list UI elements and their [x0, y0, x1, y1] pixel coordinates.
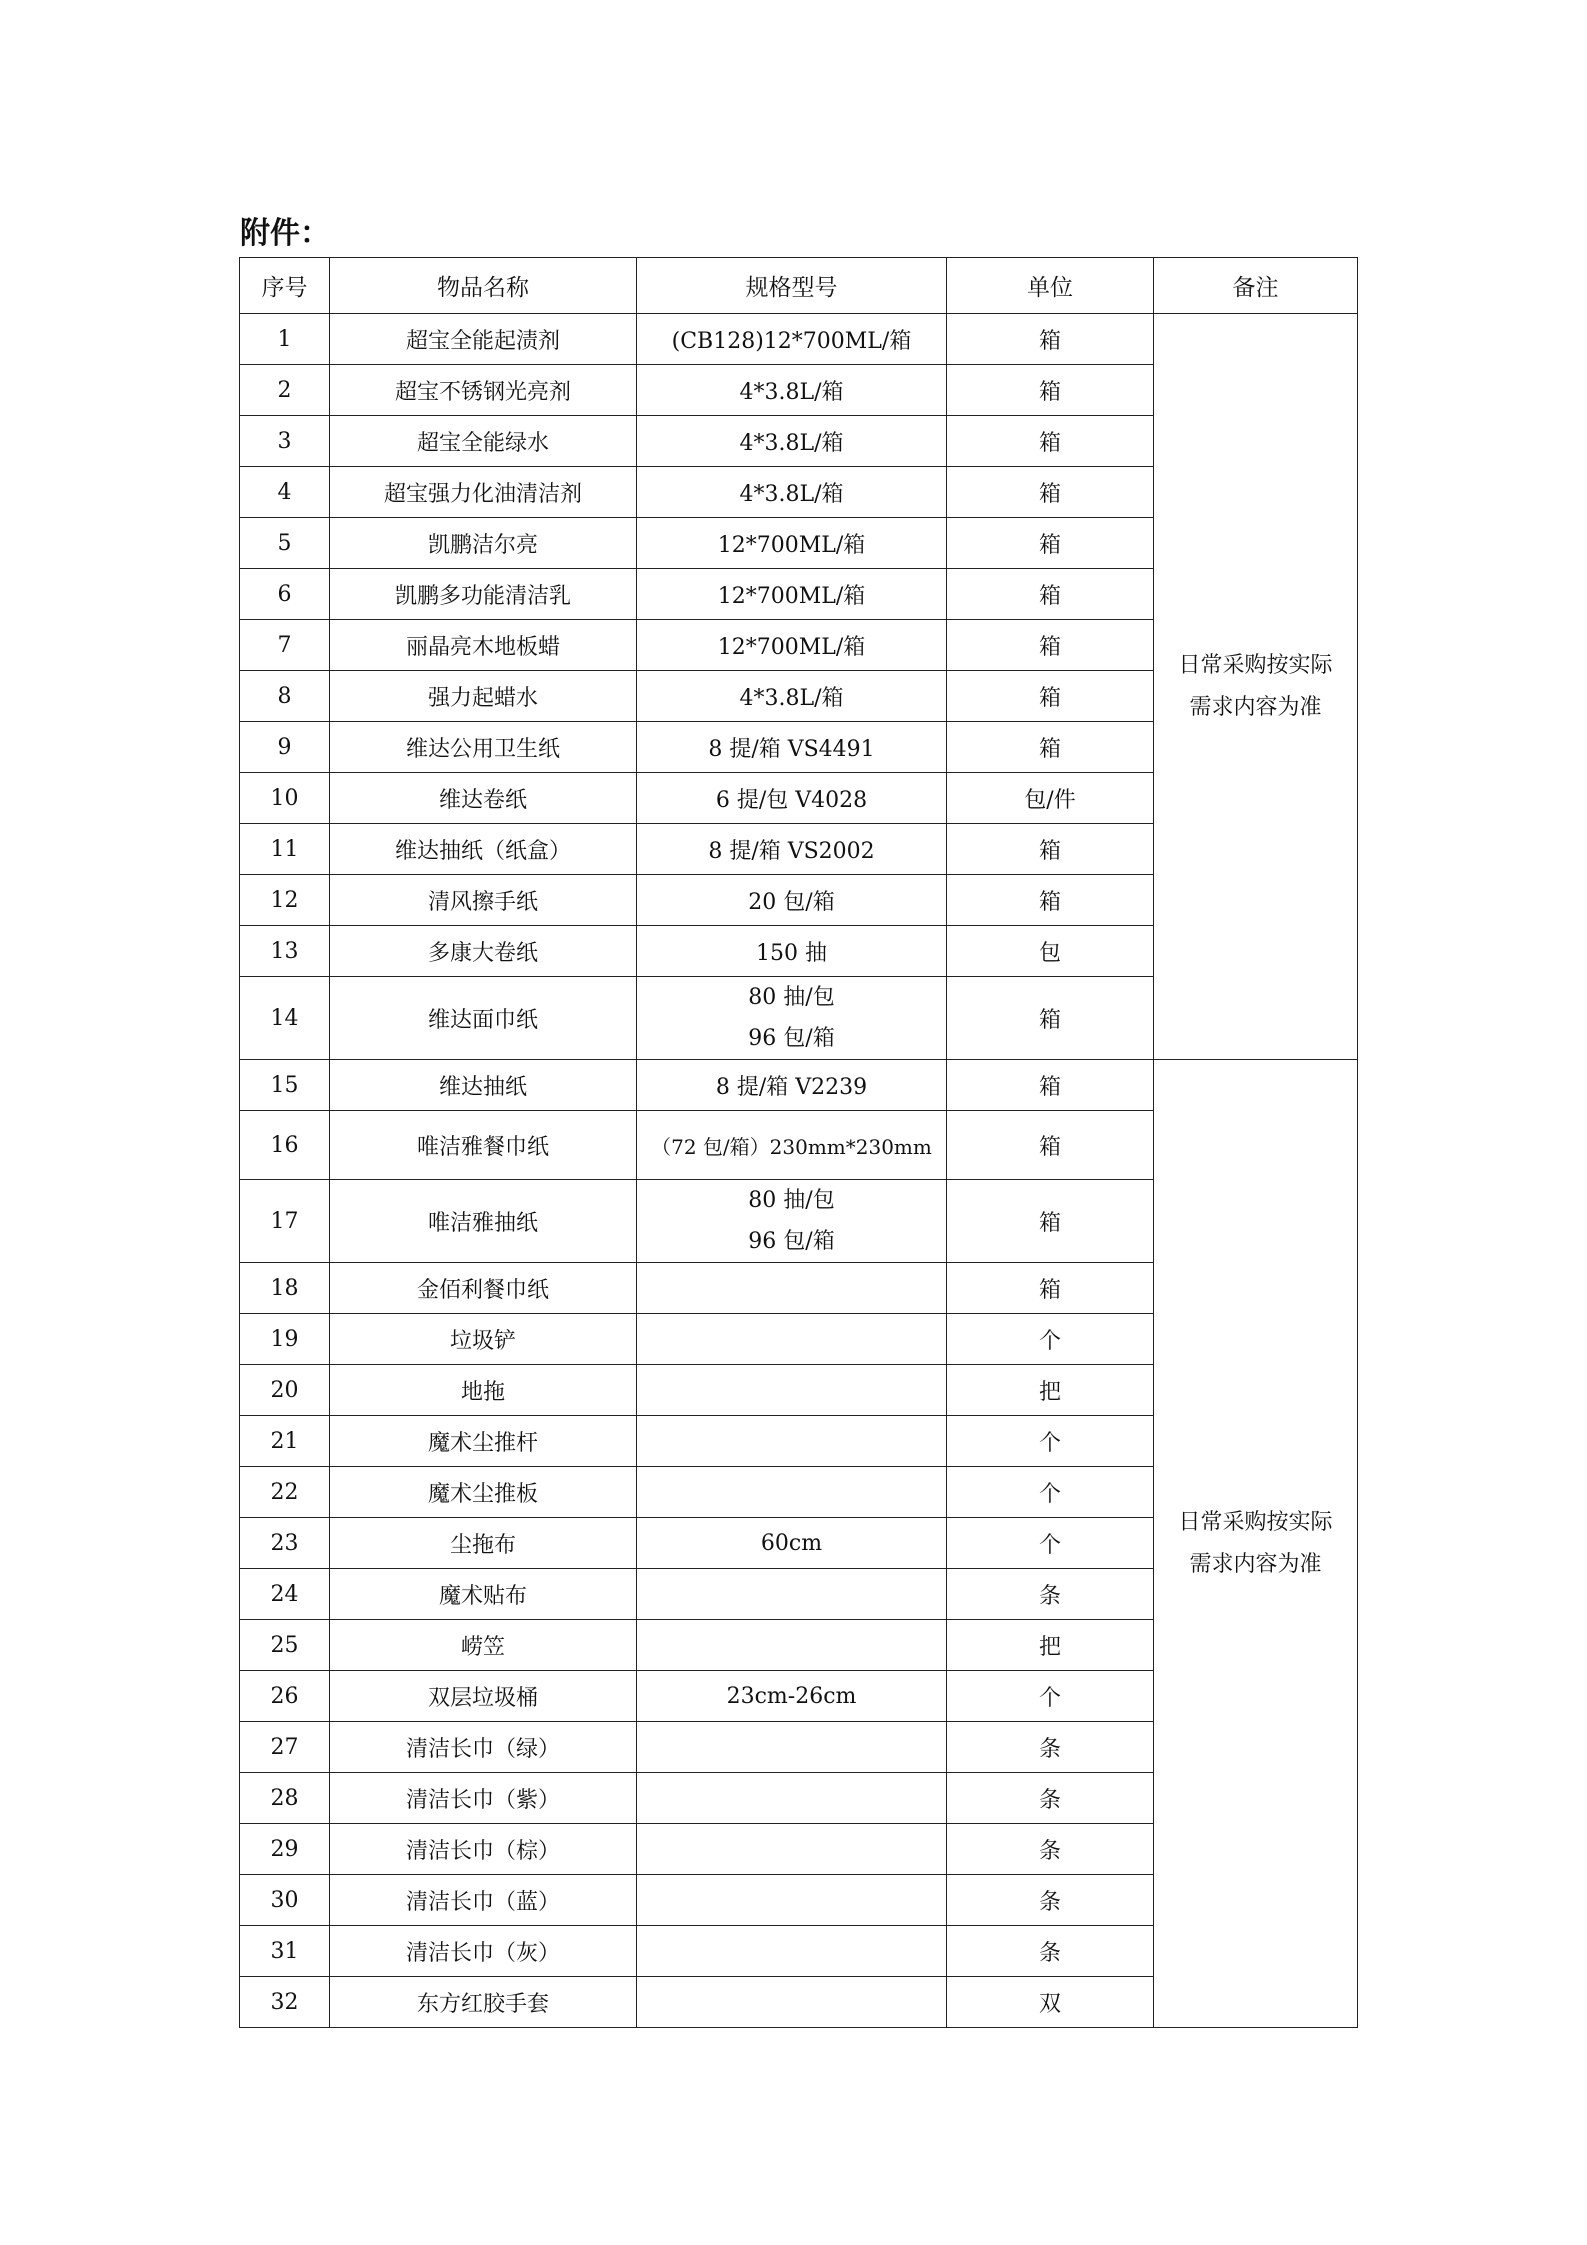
row-no: 1: [240, 314, 330, 365]
row-name: 维达卷纸: [330, 773, 637, 824]
row-name: 唯洁雅餐巾纸: [330, 1111, 637, 1180]
row-spec: [637, 977, 947, 1060]
row-name: 地拖: [330, 1365, 637, 1416]
header-unit: 单位: [947, 258, 1154, 314]
row-spec: 4*3.8L/箱: [637, 467, 947, 518]
row-unit: 箱: [947, 875, 1154, 926]
row-unit: 条: [947, 1926, 1154, 1977]
row-unit: 箱: [947, 671, 1154, 722]
row-name: 尘拖布: [330, 1518, 637, 1569]
row-unit: 箱: [947, 722, 1154, 773]
row-unit: 箱: [947, 824, 1154, 875]
row-no: 19: [240, 1314, 330, 1365]
row-spec: [637, 1365, 947, 1416]
row-no: 18: [240, 1263, 330, 1314]
row-unit: 箱: [947, 518, 1154, 569]
row-spec: [637, 1180, 947, 1263]
row-name: 维达公用卫生纸: [330, 722, 637, 773]
row-name: 丽晶亮木地板蜡: [330, 620, 637, 671]
row-name: 垃圾铲: [330, 1314, 637, 1365]
row-no: 27: [240, 1722, 330, 1773]
row-no: 20: [240, 1365, 330, 1416]
row-name: 魔术尘推杆: [330, 1416, 637, 1467]
row-name: 维达抽纸: [330, 1060, 637, 1111]
row-name: 清洁长巾（蓝）: [330, 1875, 637, 1926]
row-name: 金佰利餐巾纸: [330, 1263, 637, 1314]
row-unit: 箱: [947, 1180, 1154, 1263]
row-name: 东方红胶手套: [330, 1977, 637, 2028]
header-spec: 规格型号: [637, 258, 947, 314]
row-spec: 8 提/箱 VS4491: [637, 722, 947, 773]
row-spec: [637, 1773, 947, 1824]
row-unit: 箱: [947, 977, 1154, 1060]
row-no: 26: [240, 1671, 330, 1722]
row-no: 11: [240, 824, 330, 875]
remark-cell-1: [1154, 314, 1358, 1060]
table-row: [240, 314, 1358, 365]
spec-line: 80 抽/包: [748, 1188, 835, 1213]
document-title: 附件：: [240, 216, 330, 251]
row-no: 32: [240, 1977, 330, 2028]
row-spec: （72 包/箱）230mm*230mm: [637, 1111, 947, 1180]
spec-line: 96 包/箱: [748, 1229, 835, 1254]
spec-line: 80 抽/包: [748, 985, 835, 1010]
row-spec: 8 提/箱 VS2002: [637, 824, 947, 875]
row-spec: 4*3.8L/箱: [637, 671, 947, 722]
row-unit: 个: [947, 1467, 1154, 1518]
row-spec: [637, 1824, 947, 1875]
row-name: 清洁长巾（棕）: [330, 1824, 637, 1875]
row-unit: 箱: [947, 416, 1154, 467]
row-no: 30: [240, 1875, 330, 1926]
row-spec: [637, 1620, 947, 1671]
row-unit: 把: [947, 1365, 1154, 1416]
row-unit: 箱: [947, 467, 1154, 518]
row-spec: 23cm-26cm: [637, 1671, 947, 1722]
row-no: 13: [240, 926, 330, 977]
row-name: 清风擦手纸: [330, 875, 637, 926]
row-no: 24: [240, 1569, 330, 1620]
row-spec: 6 提/包 V4028: [637, 773, 947, 824]
row-no: 25: [240, 1620, 330, 1671]
row-unit: 条: [947, 1773, 1154, 1824]
row-unit: 条: [947, 1722, 1154, 1773]
row-unit: 个: [947, 1314, 1154, 1365]
row-name: 凯鹏多功能清洁乳: [330, 569, 637, 620]
row-no: 23: [240, 1518, 330, 1569]
header-row: [240, 258, 1358, 314]
row-spec: [637, 1314, 947, 1365]
row-no: 8: [240, 671, 330, 722]
row-no: 9: [240, 722, 330, 773]
items-table: [239, 257, 1358, 2028]
row-spec: 150 抽: [637, 926, 947, 977]
row-spec: [637, 1569, 947, 1620]
row-no: 7: [240, 620, 330, 671]
remark-line: 日常采购按实际: [1178, 1509, 1333, 1535]
row-name: 凯鹏洁尔亮: [330, 518, 637, 569]
table-row: [240, 1060, 1358, 1111]
row-unit: 个: [947, 1416, 1154, 1467]
remark-line: 需求内容为准: [1189, 1551, 1322, 1577]
row-no: 15: [240, 1060, 330, 1111]
row-unit: 箱: [947, 1263, 1154, 1314]
row-unit: 箱: [947, 569, 1154, 620]
row-spec: 8 提/箱 V2239: [637, 1060, 947, 1111]
row-no: 16: [240, 1111, 330, 1180]
row-name: 维达面巾纸: [330, 977, 637, 1060]
row-spec: [637, 1263, 947, 1314]
row-no: 28: [240, 1773, 330, 1824]
row-no: 3: [240, 416, 330, 467]
spec-line: 96 包/箱: [748, 1026, 835, 1051]
row-spec: 60cm: [637, 1518, 947, 1569]
row-no: 29: [240, 1824, 330, 1875]
row-no: 14: [240, 977, 330, 1060]
row-spec: [637, 1722, 947, 1773]
row-unit: 包: [947, 926, 1154, 977]
row-unit: 箱: [947, 1060, 1154, 1111]
row-name: 超宝强力化油清洁剂: [330, 467, 637, 518]
row-unit: 条: [947, 1824, 1154, 1875]
row-spec: 20 包/箱: [637, 875, 947, 926]
row-no: 17: [240, 1180, 330, 1263]
row-no: 6: [240, 569, 330, 620]
header-remark: 备注: [1154, 258, 1358, 314]
row-spec: 12*700ML/箱: [637, 620, 947, 671]
row-spec: 4*3.8L/箱: [637, 416, 947, 467]
row-unit: 个: [947, 1518, 1154, 1569]
row-name: 超宝全能起渍剂: [330, 314, 637, 365]
row-unit: 箱: [947, 620, 1154, 671]
row-name: 魔术尘推板: [330, 1467, 637, 1518]
row-name: 崂笠: [330, 1620, 637, 1671]
row-no: 4: [240, 467, 330, 518]
row-unit: 条: [947, 1875, 1154, 1926]
row-unit: 把: [947, 1620, 1154, 1671]
row-spec: [637, 1467, 947, 1518]
row-no: 22: [240, 1467, 330, 1518]
header-no: 序号: [240, 258, 330, 314]
row-name: 强力起蜡水: [330, 671, 637, 722]
row-no: 5: [240, 518, 330, 569]
remark-line: 日常采购按实际: [1178, 652, 1333, 678]
row-spec: [637, 1416, 947, 1467]
row-no: 31: [240, 1926, 330, 1977]
row-unit: 包/件: [947, 773, 1154, 824]
row-name: 唯洁雅抽纸: [330, 1180, 637, 1263]
row-spec: 12*700ML/箱: [637, 569, 947, 620]
row-name: 多康大卷纸: [330, 926, 637, 977]
row-unit: 条: [947, 1569, 1154, 1620]
row-name: 清洁长巾（绿）: [330, 1722, 637, 1773]
row-name: 清洁长巾（灰）: [330, 1926, 637, 1977]
row-spec: 4*3.8L/箱: [637, 365, 947, 416]
row-unit: 箱: [947, 365, 1154, 416]
row-unit: 个: [947, 1671, 1154, 1722]
row-spec: [637, 1875, 947, 1926]
row-name: 魔术贴布: [330, 1569, 637, 1620]
remark-line: 需求内容为准: [1189, 694, 1322, 720]
row-name: 清洁长巾（紫）: [330, 1773, 637, 1824]
row-spec: [637, 1926, 947, 1977]
row-unit: 箱: [947, 314, 1154, 365]
row-no: 10: [240, 773, 330, 824]
header-name: 物品名称: [330, 258, 637, 314]
row-spec: [637, 1977, 947, 2028]
row-no: 12: [240, 875, 330, 926]
row-no: 2: [240, 365, 330, 416]
row-name: 维达抽纸（纸盒）: [330, 824, 637, 875]
row-name: 超宝不锈钢光亮剂: [330, 365, 637, 416]
row-name: 双层垃圾桶: [330, 1671, 637, 1722]
row-spec: (CB128)12*700ML/箱: [637, 314, 947, 365]
row-unit: 箱: [947, 1111, 1154, 1180]
row-no: 21: [240, 1416, 330, 1467]
remark-cell-2: [1154, 1060, 1358, 2028]
row-unit: 双: [947, 1977, 1154, 2028]
row-spec: 12*700ML/箱: [637, 518, 947, 569]
table-body: [240, 314, 1358, 2028]
row-name: 超宝全能绿水: [330, 416, 637, 467]
